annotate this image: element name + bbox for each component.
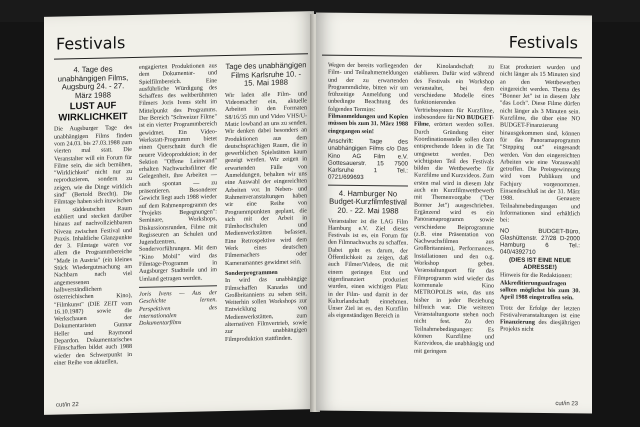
accreditation-notice: Akkreditierungsanfragen sollten möglichst bis zum 30. April 1988 eingetroffen sein. [500, 280, 580, 302]
page-number-right: cut/in 23 [555, 401, 578, 408]
right-column-3 [500, 64, 580, 335]
left-column-1 [54, 65, 132, 368]
article-text-karlsruhe-2: In wird das unabhängige Filmschaffen Kanadas und Großbritanniens zu sehen sein. Weiterhin sollen Workshops zur Entwicklung von Medienwerkstätten, zum alternativen Filmvertrieb, sowie zur unabhängigen Filmproduktion stattfinden. [225, 276, 307, 343]
new-address-notice: (DIES IST EINE NEUE ADRESSE!) [509, 256, 571, 272]
karlsruhe-address: Anschrift: Tage des unabhängigen Films c/o Das Kino AG Film e.V. Gottesauerstr. 15 7500 Karlsruhe 1 Tel.: 0721/699693 [328, 137, 408, 182]
left-column-3 [225, 61, 307, 344]
festival-header-augsburg: 4. Tage des unabhängigen Films, Augsburg 24. - 27. März 1988 [57, 64, 129, 100]
highlight-no-budget: NO BUDGET-Filme [414, 115, 494, 129]
left-page [44, 11, 314, 415]
divider [139, 285, 217, 288]
left-column-2 [139, 63, 217, 328]
editorial-hint: Hinweis für die Redaktionen: [500, 272, 572, 280]
header-rule-left [54, 53, 308, 59]
page-title-right: Festivals [508, 32, 578, 53]
article-text-financing: Trotz der Erfolge der letzten Festivalveranstaltungen ist eine Finanzierung des diesjährigen Projekts nicht [500, 304, 580, 334]
festival-header-hamburg: 4. Hamburger No Budget-Kurzfilmfestival 20. - 22. Mai 1988 [329, 188, 407, 216]
article-text-deadline-intro: Wegen der bereits vorliegenden Film- und Teilnahmemeldungen und der zu erwartenden Programmdichte, bitten wir um frühzeitige Anmeldung und unbedingte Beachtung des folgenden Termins: [328, 62, 408, 113]
article-text-karlsruhe: Wir laden alle Film- und Videomacher ein, aktuelle Arbeiten in den Formaten S8/16/35 mm und Video VHS/U-Matic lowband an uns zu senden. Wir denken dabei besonders an Produktionen aus dem deutschsprachigen Raum, die in gewerblichen Spielstätten kaum gezeigt werden. Wir zeigen in erwartenden Fälle von Anmeldungen, behalten wir uns eine Auswahl der eingereichten Arbeiten vor. In Neben- und Rahmenveranstaltungen haben wir eine Reihe von Programmpunkten geplant, die sich mit der Arbeit in Filmhochschulen und Medienwerkstätten befassen. Eine Retrospektive wird dem Werk eines deutschen Filmemachers oder Kameramannes gewidmet sein. [225, 91, 307, 267]
article-text-augsburg: Die Augsburger Tage des unabhängigen Films finden vom 24.03. bis 27.03.1988 zum vierten mal statt. Die Veranstalter will ein Forum für Filme sein, die sich bemühen, "Wirklichkeit" nicht nur zu reproduzieren, sondern zu zeigen, wie die Dinge wirklich sind" (Bertold Brecht). Die Filmtage haben sich inzwischen im süddeutschen Raum etabliert und stecken darüber hinaus auf nachvollziehbarem Niveau zwischen Festival und Praxis. Inhaltliche Glanzpunkte der 3. Filmtage waren vor allem die Programmbereiche "Made in Austria" (ein kleines Stück Wiedergutmachung am Nachbarn nach viel angemessenen halbverständlichem österreichischen Kino), "Filmkunst" (DIE ZEIT vom 16.10.1987) sowie die Werkschauen der Dokumentaristen Gunnar Heller und Raymond Depardon. Dokumentarisches Filmschaffen bildet auch 1988 wieder den Schwerpunkt in einer Reihe von aktuellen, [54, 125, 133, 367]
festival-header-karlsruhe: Tage des unabhängigen Films Karlsruhe 10. - 15. Mai 1988 [225, 60, 307, 88]
header-rule-right [322, 55, 582, 59]
right-column-2 [414, 64, 494, 357]
article-text-hamburg: Veranstalter ist die LAG Film Hamburg e.V. Ziel dieses Festivals ist es, ein Forum für den Filmnachwuchs zu schaffen. Dabei geht es darum, der Öffentlichkeit zu zeigen, daß auch Filmer/Videos, die mit einem geringen Etat und eigenfinanziert produziert wurden, einen wichtigen Platz in der Film- und damit in der Kulturlandschaft einnehmen. Unser Ziel ist es, den Kurzfilm als eigenständigen Bereich in [328, 218, 408, 320]
divider [328, 184, 408, 186]
page-title-left: Festivals [56, 33, 126, 54]
no-budget-address: NO BUDGET-Büro, Glashüttenstr. 27/28 D-2000 Hamburg 6 Tel.: 040/4392710 [500, 227, 580, 257]
article-text-hamburg-3: Etat produziert wurden und nicht länger als 15 Minuten sind an den Wettbewerben eingereicht werden. Thema des "Bonner Jet" ist in diesem Jahr "das Loch". Diese Filme dürfen nicht länger als 3 Minuten sein. Kurzfilme, die über eine NO BUDGET-Finanzierung hinausgekommen sind, können für das Panoramaprogramm "Stepping out" eingesandt werden. Von den eingereichten Arbeiten wie eine Vorauswahl getroffen. Die Preisgewinnung wird vom Publikum und Fachjury vorgenommen. Einsendeschluß ist der 31. März 1988. Genauere Teilnahmebedingungen und Informationen sind erhältlich bei: [500, 64, 580, 224]
highlight-sonderprogrammen: Sonderprogrammen [225, 269, 278, 277]
deadline-notice: Filmanmeldungen und Kopien müssen bis zum 31. März 1988 eingegangen sein! [328, 113, 408, 135]
article-text-hamburg-2: der Kinolandschaft zu etablieren. Dafür wird während des Festivals ein Workshop veranstaltet, bei dem verschiedene Modelle eines funktionierenden Vertriebssystem für Kurzfilme, insbesondere für NO BUDGET-Filme, erörtert werden sollen. Durch Gründung einer Koordinationsstelle sollen dann entsprechende Ideen in die Tat umgesetzt werden. Den wichtigsten Teil des Festivals bilden die Wettbewerbe für Kurzfilme und Kurzvideos. Zum ersten mal wird in diesem Jahr auch ein Kurzfilmwettbewerb mit Themenvorgabe ("Der Bonner Jet") ausgeschrieben. Ergänzend wird es ein Panoramaprogramm sowie verschiedene Beiprogramme (z.B. eine Präsentation von Nachwuchsfilmen aus Großbritannien), Performances, Installationen und den o.g. Workshop geben. Veranstaltungsort für das Filmprogramm wird wieder das kommunale Kino METROPOLIS sein, das uns bisher in jeder Beziehung hilfreich war. Die weiteren Veranstaltungsorte stehen noch nicht fest. Zu den Teilnahmebedingungen: Es können Kurzfilme und Kurzvideos, die unabhängig und mit geringem [414, 63, 494, 355]
page-number-left: cut/in 22 [56, 402, 79, 409]
article-text-ivens: engagierten Produktionen aus dem Dokumentar- und Spielfilmbereich. Eine ausführliche Würdigung des Schaffens des weltberühmten Filmers Joris Ivens steht im Mittelpunkt des Programms. Der Bereich "Schweizer Filme" ist ein vierter Programmbereich gewidmet. Ein Video-Werkstatt-Programm bietet einen Querschnitt durch die neuere Videoproduktion; in der Sektion "Offene Leinwand" erhalten Nachwuchsfilmer die Gelegenheit, ihre Arbeiten — auch spontan — zu präsentieren. Besonderer Gewicht liegt auch 1988 wieder auf dem Rahmenprogramm des "Projekts Begegnungen": Seminare, Workshops, Diskussionsrunden, Filme mit Regisseuren an Schulen und Jugendzentren, Sondervorführungen. Mit dem "Kino Mobil" wird das Filmtage-Programm in Augsburger Stadtteile und im Umland getragen werden. [139, 63, 217, 283]
right-page [316, 13, 592, 414]
program-credit: Joris Ivens — Aus der Geschichte lernen. Perspektiven des internationalen Dokumentarfilms [139, 290, 217, 327]
highlight-finanzierung: Finanzierung [500, 319, 535, 326]
right-column-1 [328, 63, 408, 322]
headline-lust-auf-wirklichkeit: LUST AUF WIRKLICHKEIT [58, 100, 128, 124]
